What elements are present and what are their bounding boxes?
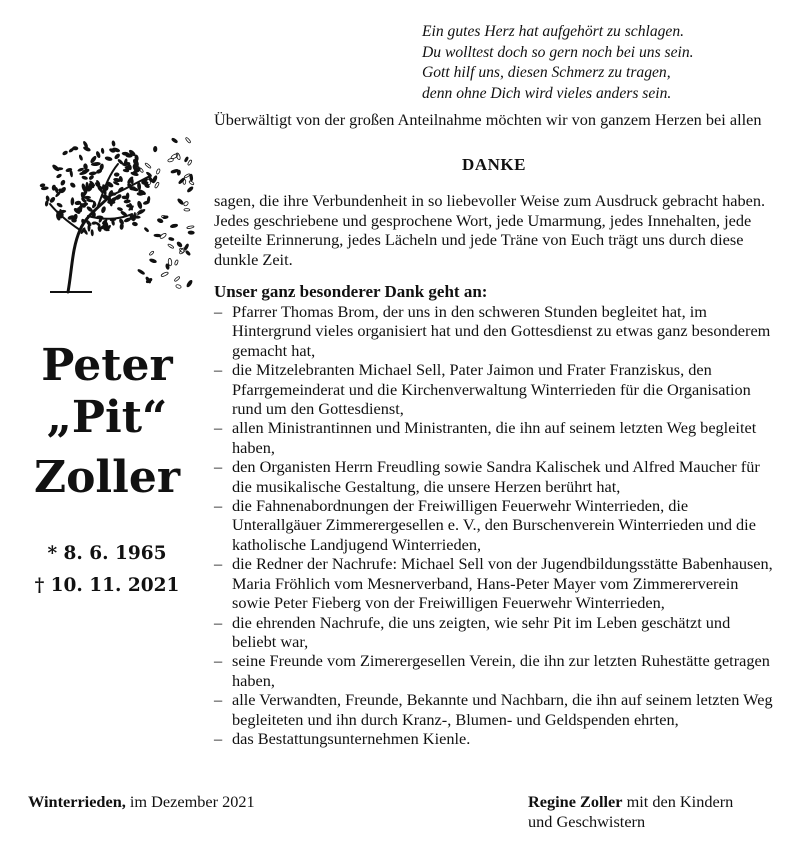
dash-bullet: –: [214, 457, 223, 477]
list-item: [214, 690, 774, 729]
list-item: [214, 651, 774, 690]
dash-bullet: –: [214, 554, 223, 574]
deceased-last-name: Zoller: [33, 452, 181, 503]
place-date: [28, 792, 255, 812]
list-item: [214, 302, 774, 360]
poem-line: denn ohne Dich wird vieles anders sein.: [422, 84, 672, 102]
tree-icon: [28, 120, 198, 300]
death-date: † 10. 11. 2021: [34, 575, 180, 596]
dash-bullet: –: [214, 496, 223, 516]
list-item-text: die ehrenden Nachrufe, die uns zeigten, wie sehr Pit im Leben geschätzt und beliebt war,: [232, 612, 731, 651]
poem: [422, 22, 752, 104]
list-item-text: den Organisten Herrn Freudling sowie Sandra Kalischek und Alfred Maucher für die musikalische Gestaltung, die unsere Herzen berührt hat,: [232, 457, 760, 496]
list-item-text: das Bestattungsunternehmen Kienle.: [232, 728, 471, 748]
list-item: [214, 360, 774, 418]
list-item: [214, 554, 774, 612]
special-thanks-heading: Unser ganz besonderer Dank geht an:: [214, 282, 488, 301]
birth-date: * 8. 6. 1965: [47, 543, 167, 564]
list-item-text: die Fahnenabordnungen der Freiwilligen Feuerwehr Winterrieden, die Unterallgäuer Zimmerergesellen e. V., den Burschenverein Winterrieden und die katholische Landjugend Winterrieden,: [232, 496, 756, 554]
dash-bullet: –: [214, 690, 223, 710]
list-item: [214, 729, 774, 748]
signer-line2: und Geschwistern: [528, 812, 646, 831]
list-item: [214, 457, 774, 496]
list-item: [214, 613, 774, 652]
danke-heading: DANKE: [462, 155, 526, 174]
thanks-text: sagen, die ihre Verbundenheit in so liebevoller Weise zum Ausdruck gebracht haben. Jedes geschriebene und gesprochene Wort, jede Umarmung, jedes Innehalten, jede geteilte Erinnerung, jedes Lächeln und jede Träne von Euch trägt uns durch diese dunkle Zeit.: [214, 191, 766, 269]
list-item-text: Pfarrer Thomas Brom, der uns in den schweren Stunden begleitet hat, im Hintergrund vieles organisiert hat und den Gottesdienst zu etwas ganz besonderem gemacht hat,: [232, 302, 771, 360]
dash-bullet: –: [214, 728, 223, 748]
deceased-first-name: Peter: [41, 340, 173, 391]
deceased-nickname: „Pit“: [46, 392, 168, 443]
thanks-list: [214, 302, 774, 748]
signer-name: Regine Zoller: [528, 792, 623, 811]
dash-bullet: –: [214, 418, 223, 438]
signer-rest: mit den Kindern: [622, 792, 734, 811]
list-item: [214, 496, 774, 554]
poem-line: Ein gutes Herz hat aufgehört zu schlagen.: [422, 23, 685, 40]
dash-bullet: –: [214, 302, 223, 321]
list-item-text: die Redner der Nachrufe: Michael Sell von der Jugendbildungsstätte Babenhausen, Maria Fröhlich vom Mesnerverband, Hans-Peter Mayer vom Zimmererverein sowie Peter Fieberg von der Freiwilligen Feuerwehr Winterrieden,: [232, 554, 773, 613]
poem-line: Du wolltest doch so gern noch bei uns sein.: [422, 43, 694, 61]
list-item: [214, 418, 774, 457]
list-item-text: allen Ministrantinnen und Ministranten, die ihn auf seinem letzten Weg begleitet haben,: [232, 418, 757, 457]
poem-line: Gott hilf uns, diesen Schmerz zu tragen,: [422, 64, 671, 81]
dash-bullet: –: [214, 612, 223, 632]
dash-bullet: –: [214, 651, 223, 671]
signature: [528, 792, 778, 832]
list-item-text: alle Verwandten, Freunde, Bekannte und Nachbarn, die ihn auf seinem letzten Weg begleiteten und ihn durch Kranz-, Blumen- und Geldspenden ehrten,: [232, 690, 773, 729]
intro-text: Überwältigt von der großen Anteilnahme möchten wir von ganzem Herzen bei allen: [214, 110, 762, 129]
date: im Dezember 2021: [125, 792, 255, 811]
list-item-text: die Mitzelebranten Michael Sell, Pater Jaimon und Frater Franziskus, den Pfarrgemeinderat und die Kirchenverwaltung Winterrieden für die Organisation rund um den Gottesdienst,: [232, 360, 751, 419]
list-item-text: seine Freunde vom Zimerergesellen Verein, die ihn zur letzten Ruhestätte getragen haben,: [232, 651, 770, 690]
place: Winterrieden,: [28, 792, 126, 811]
dash-bullet: –: [214, 360, 223, 380]
